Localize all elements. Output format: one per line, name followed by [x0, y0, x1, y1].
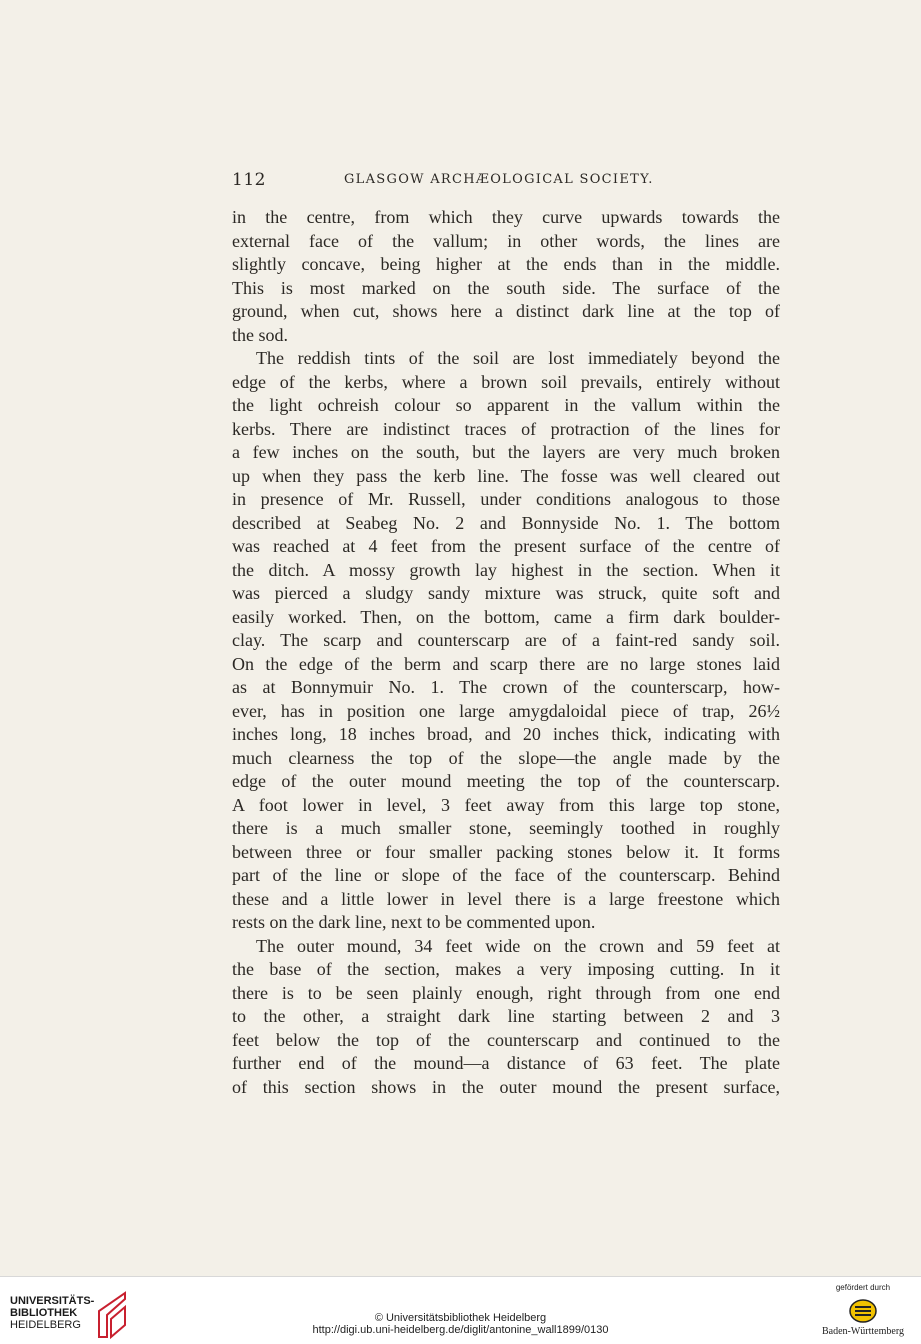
running-title: GLASGOW ARCHÆOLOGICAL SOCIETY.	[344, 172, 654, 187]
permalink-url[interactable]: http://digi.ub.uni-heidelberg.de/diglit/antonine_wall1899/0130	[312, 1324, 609, 1336]
text-line: these and a little lower in level there is a large freestone which	[232, 888, 780, 909]
text-line: edge of the kerbs, where a brown soil prevails, entirely without	[232, 371, 780, 392]
text-line: ground, when cut, shows here a distinct dark line at the top of	[232, 301, 780, 321]
text-line: of this section shows in the outer mound the present surface,	[232, 1076, 780, 1097]
text-line: described at Seabeg No. 2 and Bonnyside No. 1. The bottom	[232, 512, 780, 533]
library-name-line1: UNIVERSITÄTS-	[10, 1295, 95, 1307]
text-line: much clearness the top of the slope—the angle made by the	[232, 747, 780, 768]
copyright-text: © Universitätsbibliothek Heidelberg	[374, 1312, 547, 1324]
text-line: in presence of Mr. Russell, under conditions analogous to those	[232, 489, 780, 509]
text-line: there is a much smaller stone, seemingly toothed in roughly	[232, 818, 780, 838]
funding-block[interactable]	[813, 1283, 913, 1337]
coat-of-arms-icon	[848, 1298, 878, 1324]
text-line: up when they pass the kerb line. The fosse was well cleared out	[232, 465, 780, 486]
text-line: The outer mound, 34 feet wide on the crown and 59 feet at	[256, 935, 780, 956]
text-line: the ditch. A mossy growth lay highest in the section. When it	[232, 559, 780, 580]
text-line: in the centre, from which they curve upwards towards the	[232, 207, 780, 227]
body-text	[232, 206, 780, 1099]
text-line: On the edge of the berm and scarp there are no large stones laid	[232, 653, 780, 674]
library-name-line3: HEIDELBERG	[10, 1319, 81, 1331]
text-line: the base of the section, makes a very imposing cutting. In it	[232, 959, 780, 979]
text-line: The reddish tints of the soil are lost immediately beyond the	[256, 348, 780, 368]
text-line: clay. The scarp and counterscarp are of a faint-red sandy soil.	[232, 630, 780, 650]
text-line: A foot lower in level, 3 feet away from this large top stone,	[232, 794, 780, 815]
text-line: feet below the top of the counterscarp and continued to the	[232, 1029, 780, 1050]
text-line: a few inches on the south, but the layers are very much broken	[232, 442, 780, 462]
text-line: further end of the mound—a distance of 63 feet. The plate	[232, 1053, 780, 1073]
text-line: to the other, a straight dark line starting between 2 and 3	[232, 1006, 780, 1026]
text-line: between three or four smaller packing stones below it. It forms	[232, 841, 780, 862]
text-line: as at Bonnymuir No. 1. The crown of the counterscarp, how-	[232, 677, 780, 697]
text-line: the sod.	[232, 324, 288, 345]
funding-region: Baden-Württemberg	[821, 1326, 904, 1337]
funding-label: gefördert durch	[835, 1283, 891, 1292]
text-line: was pierced a sludgy sandy mixture was struck, quite soft and	[232, 583, 780, 603]
footer-bar	[0, 1276, 921, 1344]
page-number: 112	[232, 170, 266, 190]
text-line: ever, has in position one large amygdaloidal piece of trap, 26½	[232, 700, 780, 721]
text-line: there is to be seen plainly enough, right through from one end	[232, 982, 780, 1003]
text-line: rests on the dark line, next to be commented upon.	[232, 912, 596, 932]
copyright-block	[0, 1312, 921, 1336]
text-line: This is most marked on the south side. The surface of the	[232, 277, 780, 298]
text-line: edge of the outer mound meeting the top of the counterscarp.	[232, 771, 780, 791]
text-line: kerbs. There are indistinct traces of protraction of the lines for	[232, 418, 780, 439]
text-line: inches long, 18 inches broad, and 20 inches thick, indicating with	[232, 724, 780, 744]
text-line: the light ochreish colour so apparent in the vallum within the	[232, 395, 780, 415]
text-line: external face of the vallum; in other words, the lines are	[232, 230, 780, 251]
library-name-line2: BIBLIOTHEK	[10, 1307, 78, 1319]
running-head	[232, 170, 780, 194]
text-line: easily worked. Then, on the bottom, came a firm dark boulder-	[232, 606, 780, 627]
text-line: part of the line or slope of the face of the counterscarp. Behind	[232, 865, 780, 885]
text-line: was reached at 4 feet from the present surface of the centre of	[232, 536, 780, 556]
text-line: slightly concave, being higher at the ends than in the middle.	[232, 254, 780, 274]
